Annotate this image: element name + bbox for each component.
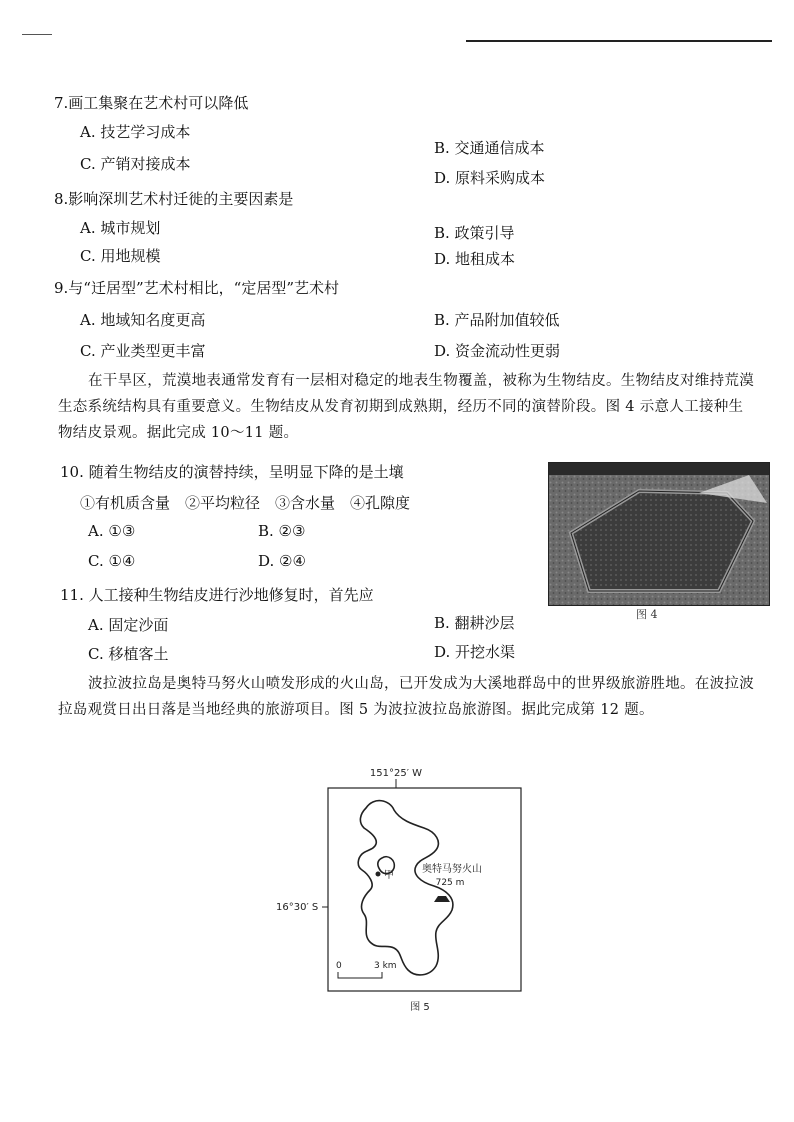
point-jia-label: 甲 [384, 870, 394, 881]
figure-4-caption: 图 4 [636, 608, 658, 621]
q7-option-b: B. 交通通信成本 [434, 139, 545, 157]
q8-option-a: A. 城市规划 [80, 219, 161, 237]
q10-option-c: C. ①④ [88, 552, 136, 570]
map-frame [328, 788, 521, 991]
longitude-label: 151°25′ W [369, 768, 423, 779]
passage-bora-bora-text: 波拉波拉岛是奥特马努火山喷发形成的火山岛，已开发成为大溪地群岛中的世界级旅游胜地。在波拉波拉岛观赏日出日落是当地经典的旅游项目。图 5 为波拉波拉岛旅游图。据此完成第 12 题。 [58, 676, 754, 718]
scan-mark [22, 34, 52, 35]
q7-stem: 7.画工集聚在艺术村可以降低 [54, 94, 249, 112]
q7-option-a: A. 技艺学习成本 [80, 123, 191, 141]
biocrust-photo-illustration [549, 463, 769, 605]
scale-distance-label: 3 km [374, 961, 397, 971]
q7-option-d: D. 原料采购成本 [434, 169, 546, 187]
passage-biocrust-text: 在干旱区，荒漠地表通常发育有一层相对稳定的地表生物覆盖，被称为生物结皮。生物结皮对维持荒漠生态系统结构具有重要意义。生物结皮从发育初期到成熟期，经历不同的演替阶段。图 4 示意人工接种生物结皮景观。据此完成 10～11 题。 [58, 373, 754, 441]
q11-option-b: B. 翻耕沙层 [434, 614, 515, 632]
q11-stem: 11. 人工接种生物结皮进行沙地修复时，首先应 [60, 586, 374, 604]
volcano-name: 奥特马努火山 [422, 864, 482, 875]
q9-option-c: C. 产业类型更丰富 [80, 342, 206, 360]
q8-option-d: D. 地租成本 [434, 250, 516, 268]
passage-bora-bora [58, 671, 758, 723]
latitude-label: 16°30′ S [276, 902, 319, 913]
figure-5-map [270, 762, 540, 1020]
q11-option-c: C. 移植客土 [88, 645, 169, 663]
q10-option-b: B. ②③ [258, 522, 306, 540]
header-rule [466, 40, 772, 42]
volcano-elevation: 725 m [435, 878, 465, 888]
q10-option-d: D. ②④ [258, 552, 306, 570]
q8-stem: 8.影响深圳艺术村迁徙的主要因素是 [54, 190, 294, 208]
q9-option-b: B. 产品附加值较低 [434, 311, 560, 329]
q9-option-a: A. 地域知名度更高 [80, 311, 206, 329]
q10-stem: 10. 随着生物结皮的演替持续，呈明显下降的是土壤 [60, 463, 404, 481]
q7-option-c: C. 产销对接成本 [80, 155, 191, 173]
q8-option-b: B. 政策引导 [434, 224, 515, 242]
scale-zero-label: 0 [336, 961, 342, 971]
q10-items: ①有机质含量 ②平均粒径 ③含水量 ④孔隙度 [80, 494, 411, 512]
figure-4-photo [548, 462, 770, 606]
q11-option-a: A. 固定沙面 [88, 616, 169, 634]
figure-5-caption: 图 5 [410, 1002, 430, 1013]
point-jia-marker [376, 872, 381, 877]
q8-option-c: C. 用地规模 [80, 247, 161, 265]
q9-stem: 9.与“迁居型”艺术村相比，“定居型”艺术村 [54, 279, 339, 297]
q10-option-a: A. ①③ [88, 522, 136, 540]
passage-biocrust [58, 368, 758, 446]
q11-option-d: D. 开挖水渠 [434, 643, 516, 661]
q9-option-d: D. 资金流动性更弱 [434, 342, 561, 360]
